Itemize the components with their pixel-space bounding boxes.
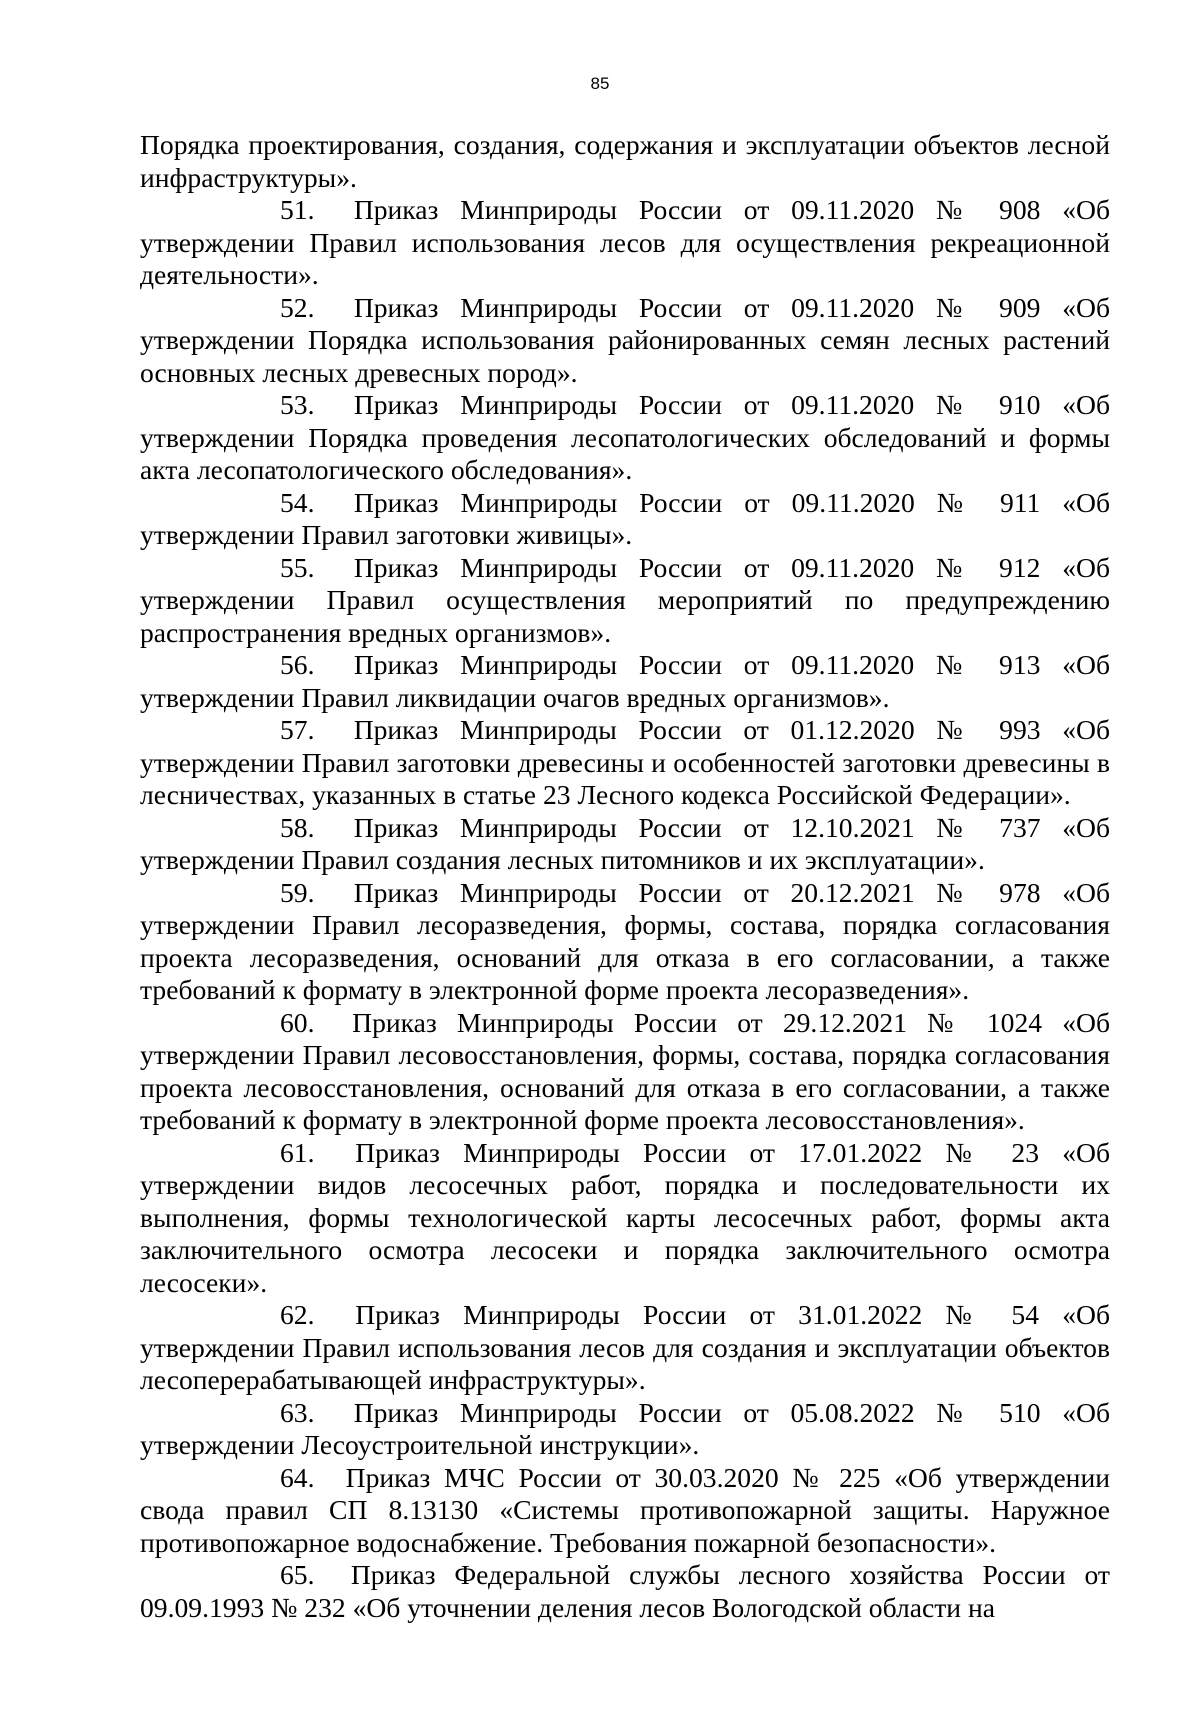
paragraph-continuation [140,129,1110,194]
list-item-54 [140,487,1110,552]
list-item-text: Приказ Минприроды России от 12.10.2021 № 737 «Об утверждении Правил создания лесных питомников и их эксплуатации». [140,811,1110,875]
list-item-text: Приказ Федеральной службы лесного хозяйства России от 09.09.1993 № 232 «Об уточнении деления лесов Вологодской области на [140,1559,1110,1623]
list-item-number: 60. [280,1006,315,1038]
list-item-text: Приказ Минприроды России от 09.11.2020 № 909 «Об утверждении Порядка использования районированных семян лесных растений основных лесных древесных пород». [140,291,1110,388]
list-item-number: 55. [280,551,315,583]
list-item-59 [140,877,1110,1007]
list-item-number: 62. [280,1299,315,1330]
list-item-58 [140,812,1110,877]
list-item-number: 56. [280,649,315,680]
page-number: 85 [590,74,610,93]
list-item-55 [140,552,1110,650]
list-item-63 [140,1397,1110,1462]
list-item-text: Приказ Минприроды России от 31.01.2022 № 54 «Об утверждении Правил использования лесов для создания и эксплуатации объектов лесоперерабатывающей инфраструктуры». [140,1299,1110,1395]
list-item-number: 58. [280,811,315,843]
list-item-57 [140,714,1110,812]
list-item-text: Приказ Минприроды России от 01.12.2020 № 993 «Об утверждении Правил заготовки древесины и особенностей заготовки древесины в лесничествах, указанных в статье 23 Лесного кодекса Российской Федерации». [140,714,1110,810]
list-item-number: 59. [280,876,315,908]
paragraph-text: Порядка проектирования, создания, содержания и эксплуатации объектов лесной инфраструктуры». [140,129,1110,193]
list-item-text: Приказ Минприроды России от 09.11.2020 № 911 «Об утверждении Правил заготовки живицы». [140,486,1110,550]
list-item-64 [140,1462,1110,1560]
list-item-text: Приказ Минприроды России от 09.11.2020 № 910 «Об утверждении Порядка проведения лесопатологических обследований и формы акта лесопатологического обследования». [140,389,1110,485]
list-item-text: Приказ Минприроды России от 05.08.2022 № 510 «Об утверждении Лесоустроительной инструкции». [140,1396,1110,1460]
document-body [140,129,1110,1624]
list-item-text: Приказ МЧС России от 30.03.2020 № 225 «Об утверждении свода правил СП 8.13130 «Системы противопожарной защиты. Наружное противопожарное водоснабжение. Требования пожарной безопасности». [140,1461,1110,1558]
list-item-62 [140,1299,1110,1397]
list-item-number: 63. [280,1396,315,1428]
list-item-number: 61. [280,1136,315,1168]
list-item-number: 57. [280,714,315,745]
list-item-56 [140,649,1110,714]
list-item-text: Приказ Минприроды России от 20.12.2021 № 978 «Об утверждении Правил лесоразведения, формы, состава, порядка согласования проекта лесоразведения, оснований для отказа в его согласовании, а также требований к формату в электронной форме проекта лесоразведения». [140,876,1110,1005]
list-item-51 [140,194,1110,292]
list-item-text: Приказ Минприроды России от 29.12.2021 № 1024 «Об утверждении Правил лесовосстановления, формы, состава, порядка согласования проекта лесовосстановления, оснований для отказа в его согласовании, а также требований к формату в электронной форме проекта лесовосстановления». [140,1006,1110,1135]
list-item-65 [140,1559,1110,1624]
list-item-number: 52. [280,291,315,323]
list-item-text: Приказ Минприроды России от 09.11.2020 № 908 «Об утверждении Правил использования лесов для осуществления рекреационной деятельности». [140,194,1110,290]
list-item-text: Приказ Минприроды России от 17.01.2022 № 23 «Об утверждении видов лесосечных работ, порядка и последовательности их выполнения, формы технологической карты лесосечных работ, формы акта заключительного осмотра лесосеки и порядка заключительного осмотра лесосеки». [140,1136,1110,1298]
list-item-number: 65. [280,1559,315,1590]
list-item-text: Приказ Минприроды России от 09.11.2020 № 913 «Об утверждении Правил ликвидации очагов вредных организмов». [140,649,1110,713]
list-item-61 [140,1137,1110,1300]
list-item-52 [140,292,1110,390]
list-item-53 [140,389,1110,487]
list-item-number: 51. [280,194,315,225]
list-item-60 [140,1007,1110,1137]
list-item-number: 53. [280,389,315,420]
list-item-number: 64. [280,1461,315,1493]
list-item-number: 54. [280,486,315,518]
list-item-text: Приказ Минприроды России от 09.11.2020 № 912 «Об утверждении Правил осуществления мероприятий по предупреждению распространения вредных организмов». [140,551,1110,648]
